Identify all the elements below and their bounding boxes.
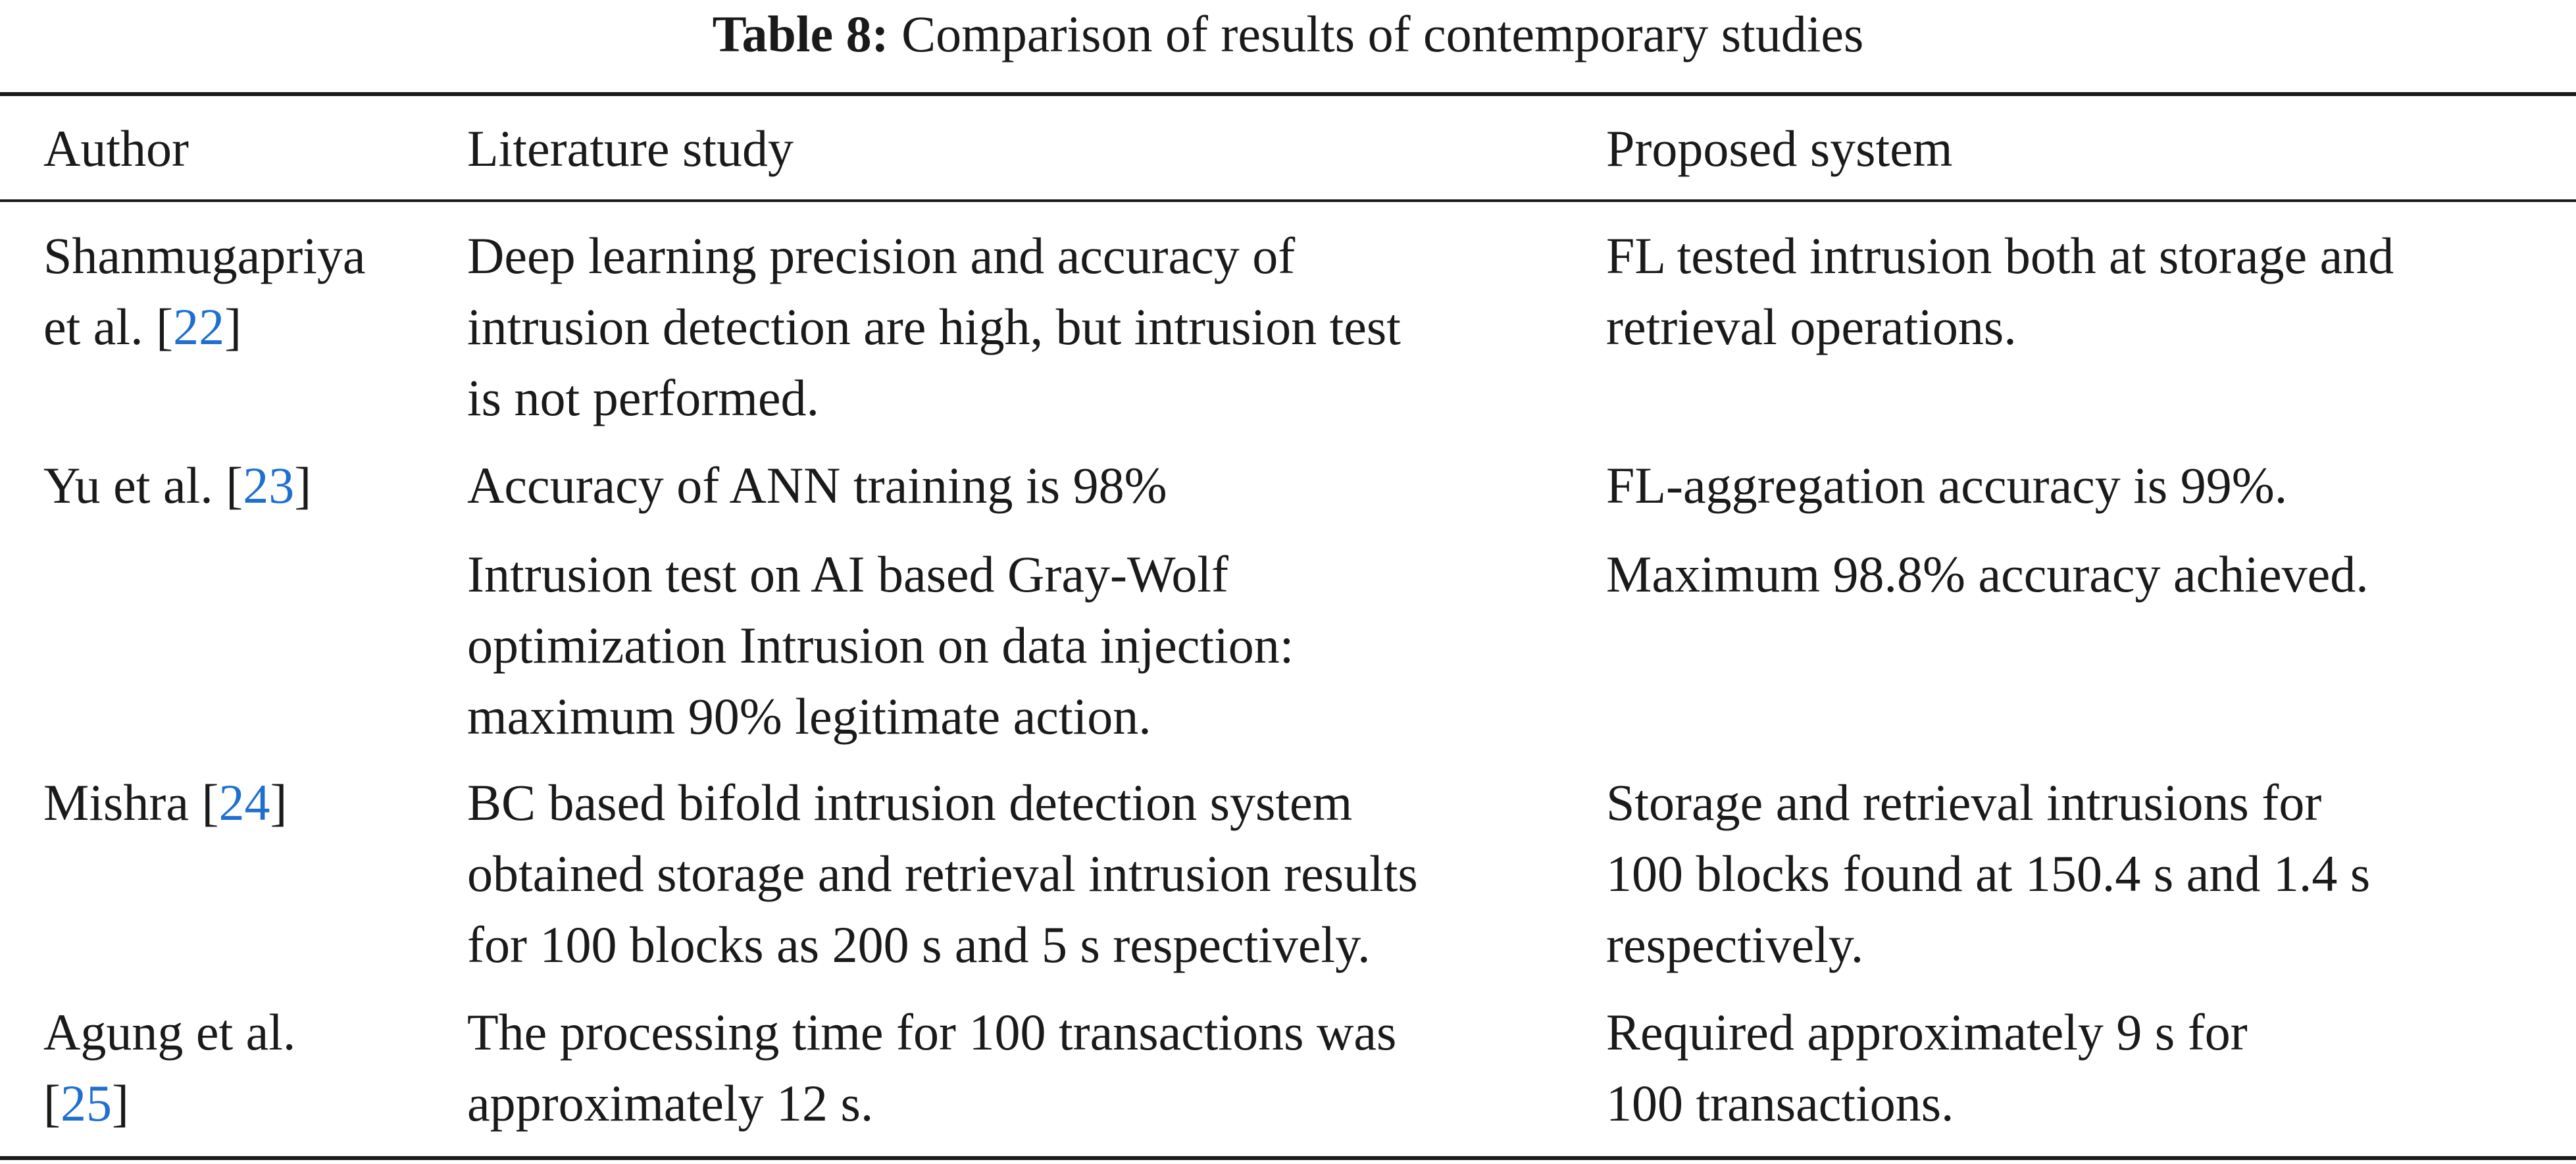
row-4-literature: BC based bifold intrusion detection system obtained storage and retrieval intrusion results for 100 blocks as 200 s and 5 s respectively. (467, 774, 1418, 973)
citation-link[interactable]: 22 (173, 298, 225, 355)
bottom-rule (0, 1156, 2576, 1160)
row-1-author: Shanmugapriya et al. [22] (43, 227, 366, 355)
row-5-literature: The processing time for 100 transactions was approximately 12 s. (467, 1003, 1397, 1132)
row-4-author: Mishra [24] (43, 774, 288, 831)
row-4-proposed: Storage and retrieval intrusions for 100 blocks found at 150.4 s and 1.4 s respectively. (1606, 774, 2371, 973)
row-3-literature: Intrusion test on AI based Gray-Wolf optimization Intrusion on data injection: maximum 90% legitimate action. (467, 545, 1294, 745)
header-literature: Literature study (467, 120, 794, 177)
header-author: Author (43, 120, 189, 177)
row-2-author: Yu et al. [23] (43, 457, 312, 514)
row-3-proposed: Maximum 98.8% accuracy achieved. (1606, 545, 2369, 603)
row-5-proposed: Required approximately 9 s for 100 transactions. (1606, 1003, 2248, 1132)
table-caption-text: Comparison of results of contemporary studies (901, 5, 1864, 63)
citation-link[interactable]: 24 (218, 774, 270, 831)
header-proposed: Proposed system (1606, 120, 1953, 177)
row-1-literature: Deep learning precision and accuracy of intrusion detection are high, but intrusion test is not performed. (467, 227, 1401, 426)
row-1-proposed: FL tested intrusion both at storage and retrieval operations. (1606, 227, 2394, 355)
citation-link[interactable]: 23 (243, 457, 295, 514)
table-caption (0, 3, 2576, 66)
row-2-proposed: FL-aggregation accuracy is 99%. (1606, 457, 2288, 514)
header-rule (0, 199, 2576, 202)
citation-link[interactable]: 25 (60, 1075, 112, 1132)
row-5-author: Agung et al. [25] (43, 1003, 296, 1132)
row-2-literature: Accuracy of ANN training is 98% (467, 457, 1167, 514)
top-rule (0, 92, 2576, 96)
table-caption-label: Table 8: (712, 5, 889, 63)
